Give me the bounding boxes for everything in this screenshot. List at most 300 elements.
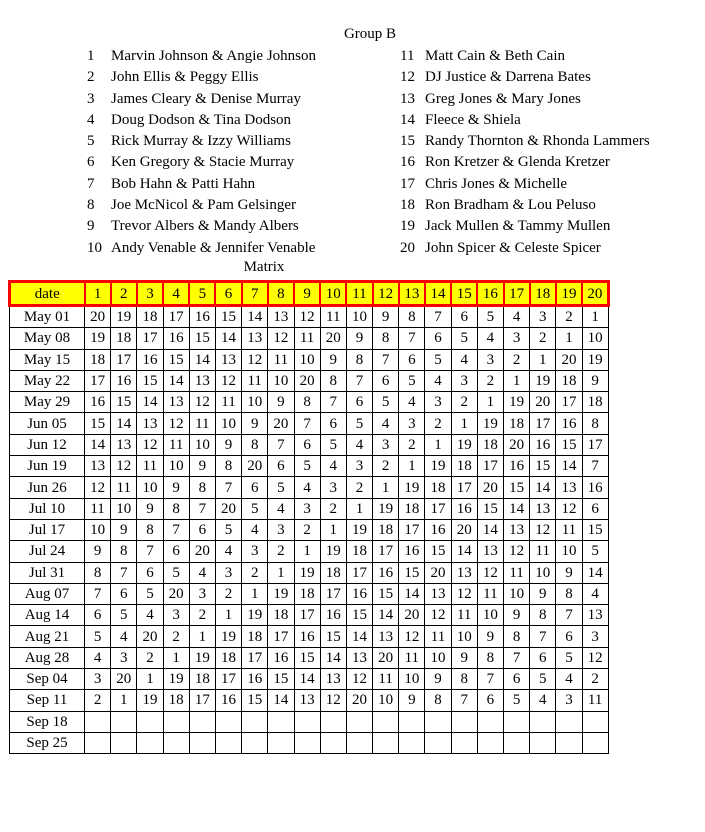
couple-row (400, 89, 650, 110)
matrix-cell: 15 (85, 413, 111, 434)
matrix-cell: 8 (215, 456, 241, 477)
couple-names: Fleece & Shiela (425, 111, 521, 128)
couples-list-right (400, 46, 650, 259)
matrix-cell: 7 (451, 690, 477, 711)
matrix-cell: 9 (137, 498, 163, 519)
matrix-cell: 20 (215, 498, 241, 519)
matrix-cell: 8 (163, 498, 189, 519)
matrix-cell: 16 (399, 541, 425, 562)
matrix-cell: 2 (242, 562, 268, 583)
matrix-cell: 19 (215, 626, 241, 647)
matrix-cell: 4 (451, 349, 477, 370)
matrix-cell: 19 (320, 541, 346, 562)
matrix-cell: 11 (215, 392, 241, 413)
matrix-cell (504, 711, 530, 732)
matrix-cell: 5 (425, 349, 451, 370)
matrix-cell: 9 (425, 669, 451, 690)
matrix-cell: 13 (189, 370, 215, 391)
matrix-cell (111, 732, 137, 753)
matrix-cell: 20 (504, 434, 530, 455)
matrix-cell (425, 711, 451, 732)
matrix-cell (294, 732, 320, 753)
matrix-header-row (10, 282, 609, 306)
matrix-cell: 16 (294, 626, 320, 647)
matrix-cell: 12 (556, 498, 582, 519)
matrix-cell: 8 (582, 413, 608, 434)
matrix-cell (189, 711, 215, 732)
matrix-cell (582, 732, 608, 753)
matrix-cell: 18 (320, 562, 346, 583)
matrix-cell: 15 (320, 626, 346, 647)
matrix-cell: 15 (137, 370, 163, 391)
matrix-cell: 3 (215, 562, 241, 583)
matrix-cell: 19 (189, 647, 215, 668)
matrix-cell: 18 (85, 349, 111, 370)
matrix-cell: 15 (556, 434, 582, 455)
matrix-cell: 19 (425, 456, 451, 477)
matrix-cell: 16 (189, 306, 215, 328)
matrix-cell: 2 (504, 349, 530, 370)
matrix-cell: 19 (373, 498, 399, 519)
matrix-cell (189, 732, 215, 753)
matrix-cell: 2 (451, 392, 477, 413)
matrix-cell (268, 711, 294, 732)
matrix-cell: 7 (215, 477, 241, 498)
matrix-cell: 19 (268, 583, 294, 604)
couple-row (87, 110, 316, 131)
matrix-cell: 5 (530, 669, 556, 690)
matrix-cell: 6 (373, 370, 399, 391)
matrix-cell: 9 (451, 647, 477, 668)
date-column-header: date (10, 282, 85, 306)
row-date: Jun 12 (10, 434, 85, 455)
matrix-cell: 14 (189, 349, 215, 370)
matrix-cell: 18 (477, 434, 503, 455)
couple-names: Rick Murray & Izzy Williams (111, 133, 291, 150)
matrix-cell: 18 (294, 583, 320, 604)
matrix-cell: 14 (530, 477, 556, 498)
matrix-cell: 2 (189, 605, 215, 626)
matrix-cell: 7 (320, 392, 346, 413)
matrix-cell: 14 (373, 605, 399, 626)
matrix-cell: 10 (294, 349, 320, 370)
matrix-cell: 5 (346, 413, 372, 434)
matrix-cell: 8 (85, 562, 111, 583)
matrix-cell: 18 (215, 647, 241, 668)
matrix-cell: 6 (530, 647, 556, 668)
row-date: Aug 07 (10, 583, 85, 604)
matrix-cell (320, 732, 346, 753)
matrix-cell: 19 (451, 434, 477, 455)
matrix-cell: 20 (85, 306, 111, 328)
couple-column-header: 14 (425, 282, 451, 306)
matrix-cell (163, 711, 189, 732)
matrix-cell: 6 (268, 456, 294, 477)
matrix-cell: 4 (582, 583, 608, 604)
matrix-cell: 10 (504, 583, 530, 604)
matrix-cell: 3 (373, 434, 399, 455)
matrix-cell: 18 (137, 306, 163, 328)
matrix-cell: 12 (320, 690, 346, 711)
couple-names: Joe McNicol & Pam Gelsinger (111, 197, 296, 214)
matrix-cell: 1 (163, 647, 189, 668)
matrix-cell: 16 (137, 349, 163, 370)
matrix-cell: 3 (85, 669, 111, 690)
matrix-cell: 19 (504, 392, 530, 413)
matrix-cell: 20 (425, 562, 451, 583)
matrix-cell: 10 (477, 605, 503, 626)
couple-number: 8 (87, 197, 95, 214)
couple-column-header: 7 (242, 282, 268, 306)
matrix-cell: 15 (268, 669, 294, 690)
matrix-cell: 12 (530, 519, 556, 540)
couple-names: Jack Mullen & Tammy Mullen (425, 218, 611, 235)
matrix-cell: 20 (346, 690, 372, 711)
matrix-cell: 3 (425, 392, 451, 413)
matrix-cell: 18 (504, 413, 530, 434)
matrix-cell: 19 (294, 562, 320, 583)
matrix-cell (425, 732, 451, 753)
row-date: Jul 17 (10, 519, 85, 540)
matrix-cell: 3 (163, 605, 189, 626)
matrix-cell: 13 (137, 413, 163, 434)
matrix-row (10, 456, 609, 477)
couple-row (87, 174, 316, 195)
matrix-row (10, 413, 609, 434)
matrix-cell: 4 (373, 413, 399, 434)
matrix-cell: 10 (137, 477, 163, 498)
row-date: May 08 (10, 328, 85, 349)
matrix-cell: 20 (320, 328, 346, 349)
couple-names: Randy Thornton & Rhonda Lammers (425, 133, 650, 150)
matrix-row (10, 306, 609, 328)
matrix-cell: 17 (320, 583, 346, 604)
matrix-cell: 14 (85, 434, 111, 455)
matrix-cell (556, 711, 582, 732)
matrix-cell: 17 (346, 562, 372, 583)
matrix-cell: 6 (477, 690, 503, 711)
matrix-cell: 19 (242, 605, 268, 626)
matrix-cell: 1 (556, 328, 582, 349)
matrix-cell: 16 (425, 519, 451, 540)
matrix-cell: 12 (425, 605, 451, 626)
matrix-title: Matrix (243, 259, 285, 275)
matrix-cell: 10 (556, 541, 582, 562)
matrix-cell: 3 (530, 306, 556, 328)
couple-number: 6 (87, 154, 95, 171)
matrix-cell: 11 (111, 477, 137, 498)
matrix-cell: 10 (242, 392, 268, 413)
matrix-cell: 1 (320, 519, 346, 540)
matrix-cell: 2 (399, 434, 425, 455)
matrix-row (10, 732, 609, 753)
matrix-cell: 19 (163, 669, 189, 690)
couple-column-header: 5 (189, 282, 215, 306)
row-date: May 22 (10, 370, 85, 391)
matrix-cell: 1 (530, 349, 556, 370)
matrix-cell: 5 (294, 456, 320, 477)
matrix-cell: 18 (425, 477, 451, 498)
couple-column-header: 2 (111, 282, 137, 306)
matrix-cell: 18 (268, 605, 294, 626)
couple-number: 14 (400, 111, 415, 128)
matrix-cell: 15 (189, 328, 215, 349)
matrix-cell: 13 (346, 647, 372, 668)
couple-column-header: 15 (451, 282, 477, 306)
matrix-cell: 12 (85, 477, 111, 498)
matrix-cell: 17 (111, 349, 137, 370)
matrix-cell: 1 (477, 392, 503, 413)
row-date: Jun 05 (10, 413, 85, 434)
couple-names: John Ellis & Peggy Ellis (111, 69, 259, 86)
couple-column-header: 20 (582, 282, 608, 306)
matrix-row (10, 477, 609, 498)
matrix-cell: 14 (294, 669, 320, 690)
matrix-cell: 6 (111, 583, 137, 604)
matrix-cell: 2 (294, 519, 320, 540)
couple-names: Doug Dodson & Tina Dodson (111, 111, 292, 128)
matrix-cell: 13 (268, 306, 294, 328)
matrix-cell: 8 (346, 349, 372, 370)
matrix-cell: 13 (530, 498, 556, 519)
matrix-cell: 16 (268, 647, 294, 668)
couple-column-header: 9 (294, 282, 320, 306)
schedule-matrix (8, 280, 610, 754)
matrix-cell: 11 (137, 456, 163, 477)
matrix-cell: 18 (163, 690, 189, 711)
matrix-cell: 9 (320, 349, 346, 370)
matrix-cell: 2 (373, 456, 399, 477)
matrix-cell: 15 (111, 392, 137, 413)
matrix-cell: 9 (556, 562, 582, 583)
matrix-cell: 20 (556, 349, 582, 370)
matrix-cell: 15 (504, 477, 530, 498)
couple-column-header: 18 (530, 282, 556, 306)
matrix-cell: 4 (399, 392, 425, 413)
matrix-cell: 17 (582, 434, 608, 455)
matrix-cell: 11 (373, 669, 399, 690)
matrix-cell: 15 (582, 519, 608, 540)
matrix-cell: 13 (320, 669, 346, 690)
matrix-row (10, 541, 609, 562)
couple-row (400, 131, 650, 152)
matrix-cell: 12 (189, 392, 215, 413)
matrix-cell: 14 (320, 647, 346, 668)
matrix-cell: 10 (373, 690, 399, 711)
matrix-cell: 9 (399, 690, 425, 711)
matrix-cell: 5 (373, 392, 399, 413)
couple-row (400, 238, 650, 259)
matrix-cell: 6 (556, 626, 582, 647)
matrix-cell: 9 (504, 605, 530, 626)
couple-row (87, 152, 316, 173)
matrix-cell: 6 (320, 413, 346, 434)
matrix-cell: 10 (399, 669, 425, 690)
matrix-cell: 9 (477, 626, 503, 647)
matrix-cell: 14 (242, 306, 268, 328)
matrix-cell: 9 (582, 370, 608, 391)
matrix-cell: 17 (215, 669, 241, 690)
matrix-cell: 4 (556, 669, 582, 690)
matrix-cell: 17 (530, 413, 556, 434)
couple-names: Ron Kretzer & Glenda Kretzer (425, 154, 610, 171)
matrix-cell: 3 (346, 456, 372, 477)
matrix-cell: 11 (477, 583, 503, 604)
couple-column-header: 10 (320, 282, 346, 306)
couple-number: 1 (87, 48, 95, 64)
matrix-cell: 19 (530, 370, 556, 391)
matrix-cell: 4 (294, 477, 320, 498)
couple-row (400, 110, 650, 131)
matrix-cell: 16 (582, 477, 608, 498)
matrix-cell: 6 (399, 349, 425, 370)
matrix-cell: 7 (530, 626, 556, 647)
matrix-cell (215, 732, 241, 753)
matrix-cell: 6 (294, 434, 320, 455)
matrix-cell: 9 (163, 477, 189, 498)
matrix-cell: 5 (163, 562, 189, 583)
matrix-cell: 4 (504, 306, 530, 328)
matrix-cell (556, 732, 582, 753)
couple-row (400, 216, 650, 237)
page-title: Group B (343, 26, 397, 42)
matrix-cell: 14 (451, 541, 477, 562)
couple-number: 2 (87, 69, 95, 86)
matrix-cell: 16 (373, 562, 399, 583)
matrix-cell: 19 (477, 413, 503, 434)
couple-row (87, 89, 316, 110)
couple-names: John Spicer & Celeste Spicer (425, 239, 601, 256)
matrix-cell: 16 (215, 690, 241, 711)
matrix-cell: 12 (294, 306, 320, 328)
matrix-cell: 2 (215, 583, 241, 604)
matrix-cell: 15 (242, 690, 268, 711)
couple-number: 16 (400, 154, 415, 171)
matrix-cell: 9 (346, 328, 372, 349)
matrix-cell (85, 732, 111, 753)
matrix-cell: 13 (582, 605, 608, 626)
matrix-cell: 15 (399, 562, 425, 583)
matrix-cell: 2 (477, 370, 503, 391)
matrix-cell: 4 (137, 605, 163, 626)
matrix-cell: 4 (346, 434, 372, 455)
couple-row (400, 174, 650, 195)
matrix-cell: 1 (504, 370, 530, 391)
matrix-cell: 16 (85, 392, 111, 413)
matrix-cell: 7 (399, 328, 425, 349)
matrix-cell: 11 (399, 647, 425, 668)
matrix-cell: 10 (111, 498, 137, 519)
couple-number: 11 (400, 48, 415, 64)
matrix-cell: 6 (451, 306, 477, 328)
matrix-cell: 12 (451, 583, 477, 604)
matrix-cell: 10 (85, 519, 111, 540)
matrix-cell: 18 (373, 519, 399, 540)
matrix-cell: 4 (268, 498, 294, 519)
matrix-cell: 14 (137, 392, 163, 413)
matrix-cell: 5 (111, 605, 137, 626)
matrix-cell: 12 (242, 349, 268, 370)
matrix-cell: 13 (425, 583, 451, 604)
row-date: Jul 31 (10, 562, 85, 583)
matrix-cell: 14 (215, 328, 241, 349)
matrix-cell: 8 (425, 690, 451, 711)
matrix-cell: 3 (189, 583, 215, 604)
matrix-cell: 13 (451, 562, 477, 583)
couple-row (87, 195, 316, 216)
matrix-row (10, 626, 609, 647)
matrix-cell: 2 (530, 328, 556, 349)
matrix-cell: 16 (163, 328, 189, 349)
matrix-cell: 19 (111, 306, 137, 328)
couple-column-header: 17 (504, 282, 530, 306)
matrix-row (10, 669, 609, 690)
matrix-cell: 4 (477, 328, 503, 349)
row-date: Sep 18 (10, 711, 85, 732)
row-date: Jun 26 (10, 477, 85, 498)
matrix-cell (137, 711, 163, 732)
matrix-cell: 20 (477, 477, 503, 498)
matrix-cell: 20 (399, 605, 425, 626)
matrix-cell: 9 (268, 392, 294, 413)
matrix-cell (320, 711, 346, 732)
couple-names: Greg Jones & Mary Jones (425, 90, 581, 107)
matrix-cell: 2 (582, 669, 608, 690)
matrix-cell: 17 (189, 690, 215, 711)
matrix-cell: 10 (189, 434, 215, 455)
matrix-cell (399, 711, 425, 732)
matrix-cell: 13 (111, 434, 137, 455)
couple-row (87, 46, 316, 67)
matrix-cell: 18 (582, 392, 608, 413)
matrix-cell: 16 (346, 583, 372, 604)
matrix-cell (137, 732, 163, 753)
couple-row (87, 131, 316, 152)
couple-names: Ken Gregory & Stacie Murray (111, 154, 295, 171)
matrix-cell: 20 (137, 626, 163, 647)
matrix-cell: 8 (477, 647, 503, 668)
matrix-cell: 7 (268, 434, 294, 455)
couple-row (87, 67, 316, 88)
matrix-cell: 20 (294, 370, 320, 391)
matrix-cell: 17 (163, 306, 189, 328)
couple-number: 20 (400, 239, 415, 256)
matrix-cell: 9 (189, 456, 215, 477)
matrix-row (10, 370, 609, 391)
couple-number: 12 (400, 69, 415, 86)
couple-column-header: 1 (85, 282, 111, 306)
matrix-cell: 7 (163, 519, 189, 540)
row-date: May 01 (10, 306, 85, 328)
couple-number: 19 (400, 218, 415, 235)
matrix-cell: 14 (504, 498, 530, 519)
matrix-cell (85, 711, 111, 732)
matrix-cell: 8 (530, 605, 556, 626)
matrix-cell: 4 (111, 626, 137, 647)
matrix-cell: 14 (556, 456, 582, 477)
matrix-cell: 1 (451, 413, 477, 434)
matrix-cell: 2 (85, 690, 111, 711)
row-date: Jul 24 (10, 541, 85, 562)
couple-names: Trevor Albers & Mandy Albers (111, 218, 299, 235)
matrix-cell: 17 (85, 370, 111, 391)
matrix-cell (111, 711, 137, 732)
matrix-cell: 1 (189, 626, 215, 647)
matrix-cell: 2 (556, 306, 582, 328)
matrix-cell: 8 (137, 519, 163, 540)
row-date: Sep 11 (10, 690, 85, 711)
matrix-cell: 14 (346, 626, 372, 647)
